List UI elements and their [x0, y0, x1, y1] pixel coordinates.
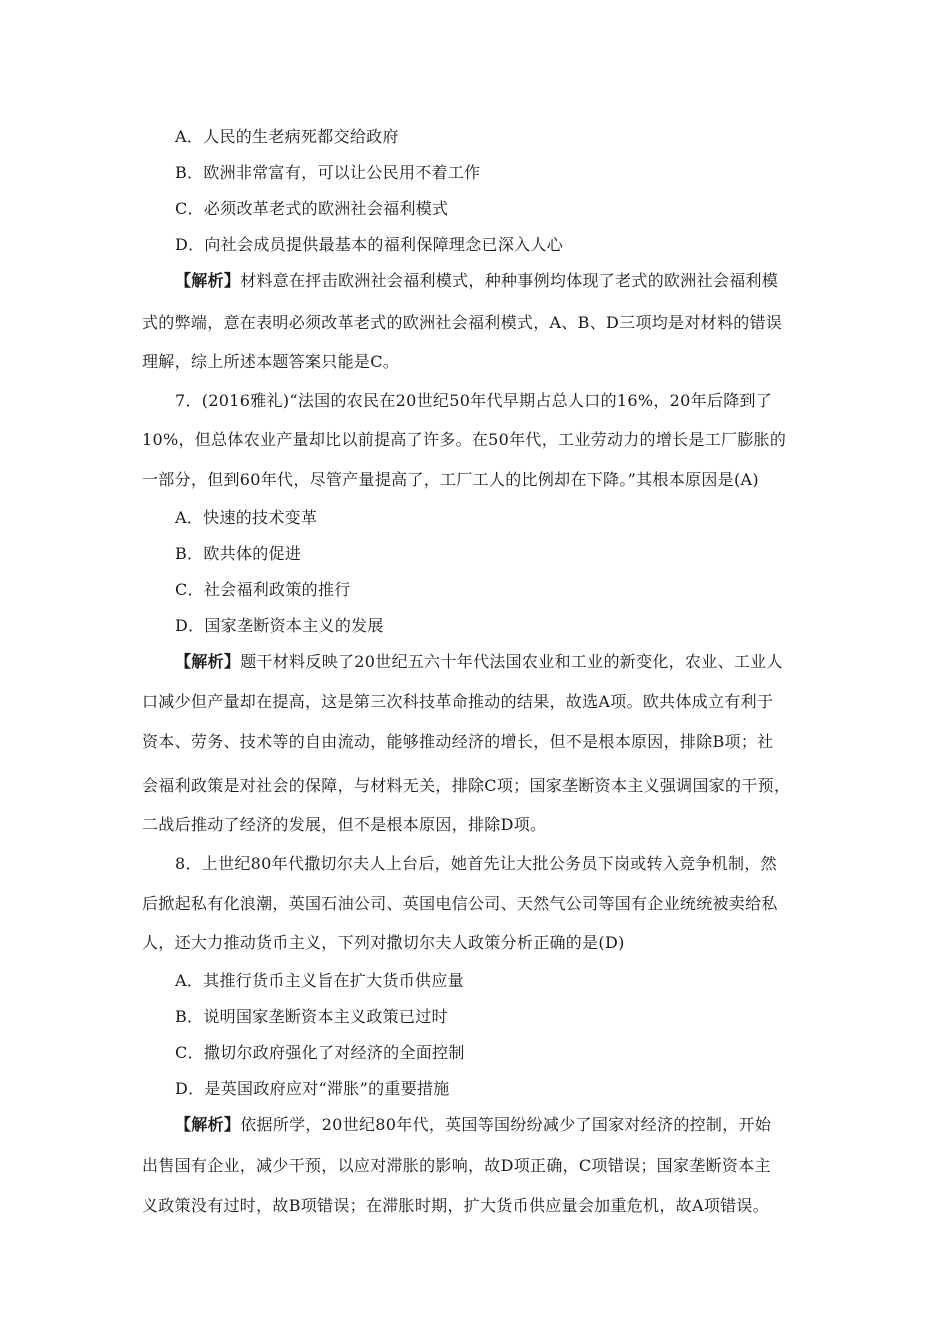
q6-analysis-line-3: 理解，综上所述本题答案只能是C。 [142, 352, 400, 371]
q7-stem-line-1: 7．(2016雅礼)“法国的农民在20世纪50年代早期占总人口的16%，20年后降到了 [175, 391, 773, 410]
q8-stem-line-3: 人，还大力推动货币主义，下列对撒切尔夫人政策分析正确的是(D) [142, 933, 625, 952]
q8-option-c: C．撒切尔政府强化了对经济的全面控制 [175, 1043, 465, 1062]
q8-stem-line-1: 8．上世纪80年代撒切尔夫人上台后，她首先让大批公务员下岗或转入竞争机制，然 [175, 854, 777, 873]
q8-analysis-line-2: 出售国有企业，减少干预，以应对滞胀的影响，故D项正确，C项错误；国家垄断资本主 [142, 1156, 771, 1175]
q7-analysis-line-1 [175, 652, 851, 672]
analysis-tag: 【解析】 [175, 652, 241, 671]
q8-option-a: A．其推行货币主义旨在扩大货币供应量 [175, 971, 464, 990]
q7-option-b: B．欧共体的促进 [175, 544, 302, 563]
q6-option-b: B．欧洲非常富有，可以让公民用不着工作 [175, 163, 481, 182]
q6-analysis-line-1 [175, 271, 851, 291]
analysis-tag: 【解析】 [175, 271, 241, 290]
q7-stem-line-3: 一部分，但到60年代，尽管产量提高了，工厂工人的比例却在下降。”其根本原因是(A) [142, 470, 759, 489]
q7-analysis-line-4: 会福利政策是对社会的保障，与材料无关，排除C项；国家垄断资本主义强调国家的干预， [142, 776, 791, 795]
q7-analysis-line-3: 资本、劳务、技术等的自由流动，能够推动经济的增长，但不是根本原因，排除B项；社 [142, 732, 774, 751]
q8-option-b: B．说明国家垄断资本主义政策已过时 [175, 1007, 448, 1026]
analysis-text: 依据所学，20世纪80年代，英国等国纷纷减少了国家对经济的控制，开始 [240, 1115, 772, 1134]
analysis-text: 题干材料反映了20世纪五六十年代法国农业和工业的新变化，农业、工业人 [240, 652, 783, 671]
q8-analysis-line-3: 义政策没有过时，故B项错误；在滞胀时期，扩大货币供应量会加重危机，故A项错误。 [142, 1196, 770, 1215]
q7-option-c: C．社会福利政策的推行 [175, 580, 351, 599]
q8-analysis-line-1 [175, 1115, 851, 1135]
q6-option-c: C．必须改革老式的欧洲社会福利模式 [175, 199, 449, 218]
q6-option-d: D．向社会成员提供最基本的福利保障理念已深入人心 [175, 235, 564, 254]
q8-stem-line-2: 后掀起私有化浪潮，英国石油公司、英国电信公司、天然气公司等国有企业统统被卖给私 [142, 894, 778, 913]
q7-stem-line-2: 10%，但总体农业产量却比以前提高了许多。在50年代，工业劳动力的增长是工厂膨胀的 [142, 430, 787, 449]
q8-option-d: D．是英国政府应对“滞胀”的重要措施 [175, 1079, 450, 1098]
q7-analysis-line-5: 二战后推动了经济的发展，但不是根本原因，排除D项。 [142, 815, 547, 834]
q6-option-a: A．人民的生老病死都交给政府 [175, 127, 399, 146]
q6-analysis-line-2: 式的弊端，意在表明必须改革老式的欧洲社会福利模式，A、B、D三项均是对材料的错误 [142, 313, 783, 332]
q7-analysis-line-2: 口减少但产量却在提高，这是第三次科技革命推动的结果，故选A项。欧共体成立有利于 [142, 692, 774, 711]
analysis-text: 材料意在抨击欧洲社会福利模式，种种事例均体现了老式的欧洲社会福利模 [240, 271, 779, 290]
q7-option-a: A．快速的技术变革 [175, 508, 318, 527]
analysis-tag: 【解析】 [175, 1115, 241, 1134]
q7-option-d: D．国家垄断资本主义的发展 [175, 616, 384, 635]
